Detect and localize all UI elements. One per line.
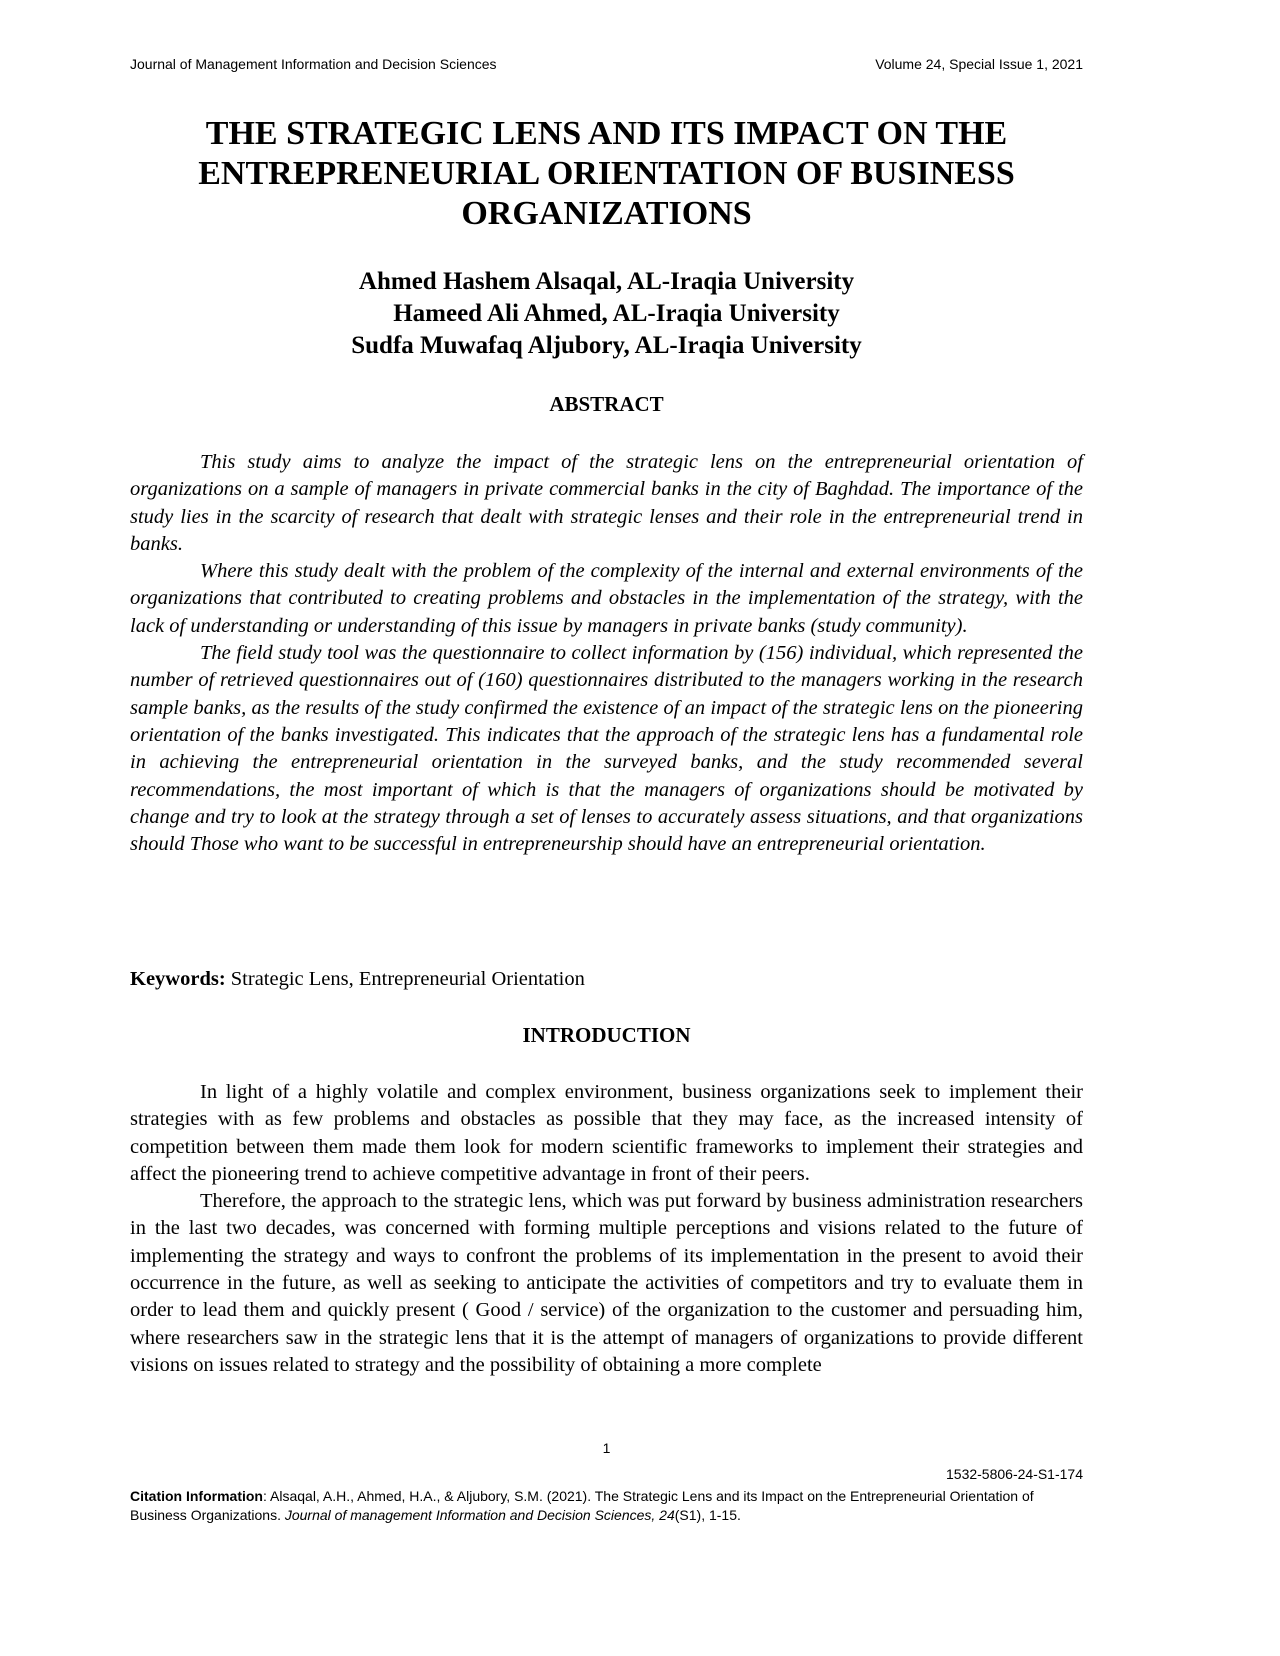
citation-text: : Alsaqal, A.H., Ahmed, H.A., & Aljubory, S.M. (2021). The Strategic Lens and its Impact on the Entrepreneurial Orientation of Business Organizations. [130,1488,1034,1523]
page-number: 1 [602,1440,611,1456]
author-list [130,266,1083,362]
citation-end: (S1), 1-15. [674,1507,741,1523]
paper-title: THE STRATEGIC LENS AND ITS IMPACT ON THE ENTREPRENEURIAL ORIENTATION OF BUSINESS ORGANIZATIONS [198,115,1015,232]
abstract-paragraph: This study aims to analyze the impact of the strategic lens on the entrepreneurial orientation of organizations on a sample of managers in private commercial banks in the city of Baghdad. The importance of the study lies in the scarcity of research that dealt with strategic lenses and their role in the entrepreneurial trend in banks. [130,451,1083,555]
abstract-heading: ABSTRACT [549,392,664,416]
introduction-heading: INTRODUCTION [522,1023,691,1047]
author: Sudfa Muwafaq Aljubory, AL-Iraqia University [351,332,862,359]
keywords [130,968,585,991]
author: Hameed Ali Ahmed, AL-Iraqia University [393,300,840,327]
introduction-body [130,1079,1083,1433]
introduction-paragraph: In light of a highly volatile and complex environment, business organizations seek to implement their strategies with as few problems and obstacles as possible that they may face, as the increased intensity of competition between them made them look for modern scientific frameworks to implement their strategies and affect the pioneering trend to achieve competitive advantage in front of their peers. [130,1081,1083,1185]
citation-label: Citation Information [130,1488,263,1504]
article-code: 1532-5806-24-S1-174 [946,1466,1083,1482]
introduction-paragraph: Therefore, the approach to the strategic lens, which was put forward by business administration researchers in the last two decades, was concerned with forming multiple perceptions and visions related to the future of implementing the strategy and ways to confront the problems of its implementation in the present to avoid their occurrence in the future, as well as seeking to anticipate the activities of competitors and try to evaluate them in order to lead them and quickly present ( Good / service) of the organization to the customer and persuading him, where researchers saw in the strategic lens that it is the attempt of managers of organizations to provide different visions on issues related to strategy and the possibility of obtaining a more complete [130,1190,1083,1376]
running-header-journal: Journal of Management Information and Decision Sciences [130,56,497,72]
abstract-paragraph: Where this study dealt with the problem of the complexity of the internal and external environments of the organizations that contributed to creating problems and obstacles in the implementation of the strategy, with the lack of understanding or understanding of this issue by managers in private banks (study community). [130,560,1083,637]
abstract-paragraph: The field study tool was the questionnaire to collect information by (156) individual, which represented the number of retrieved questionnaires out of (160) questionnaires distributed to the managers working in the research sample banks, as the results of the study confirmed the existence of an impact of the strategic lens on the pioneering orientation of the banks investigated. This indicates that the approach of the strategic lens has a fundamental role in achieving the entrepreneurial orientation in the surveyed banks, and the study recommended several recommendations, the most important of which is that the managers of organizations should be motivated by change and try to look at the strategy through a set of lenses to accurately assess situations, and that organizations should Those who want to be successful in entrepreneurship should have an entrepreneurial orientation. [130,642,1083,856]
citation-journal: Journal of management Information and Decision Sciences, 24 [284,1507,675,1523]
keywords-value: Strategic Lens, Entrepreneurial Orientation [225,968,585,990]
citation-information [130,1487,1085,1525]
running-header-volume: Volume 24, Special Issue 1, 2021 [875,56,1083,72]
keywords-label: Keywords: [130,968,226,990]
author: Ahmed Hashem Alsaqal, AL-Iraqia University [358,268,855,295]
abstract-body [130,449,1083,858]
